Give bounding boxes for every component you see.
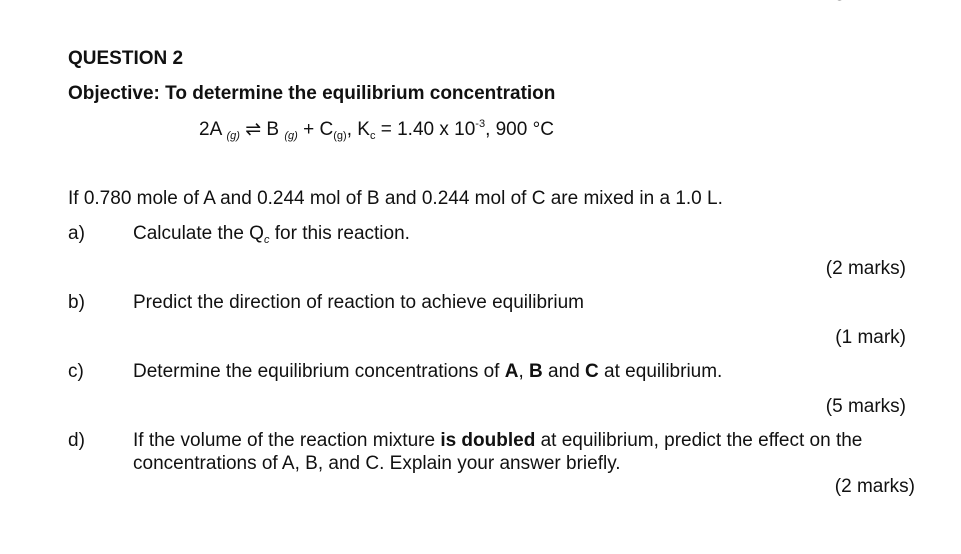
part-a-pre: Calculate the Q [133, 223, 264, 244]
eq-arrow: ⇌ [245, 119, 262, 140]
part-a-label: a) [68, 223, 85, 244]
eq-phase-a: (g) [226, 130, 240, 142]
part-b-marks: (1 mark) [835, 327, 906, 348]
objective-line: Objective: To determine the equilibrium concentration [68, 83, 556, 104]
eq-species-b: B [266, 119, 280, 140]
part-d-label: d) [68, 430, 85, 451]
part-c-marks: (5 marks) [825, 396, 906, 417]
part-a-marks: (2 marks) [825, 258, 906, 279]
eq-species-a: 2A [199, 119, 222, 140]
part-b-label: b) [68, 292, 85, 313]
part-d-marks: (2 marks) [834, 476, 915, 497]
part-a-text [133, 223, 410, 246]
part-c-sep2: and [542, 361, 586, 382]
part-a-post: for this reaction. [269, 223, 410, 244]
part-c-a: A [504, 361, 519, 382]
part-d-post: at equilibrium, predict the effect on the concentrations of A, B, and C. Explain your answer briefly. [133, 430, 863, 474]
part-c-b: B [529, 361, 543, 382]
part-c-pre: Determine the equilibrium concentrations of [133, 361, 505, 382]
cropped-text-fragment [832, 0, 922, 4]
part-c-label: c) [68, 361, 84, 382]
part-d-pre: If the volume of the reaction mixture [133, 430, 441, 451]
question-title: QUESTION 2 [68, 48, 184, 69]
eq-species-c: C [319, 119, 334, 140]
intro-statement: If 0.780 mole of A and 0.244 mol of B and 0.244 mol of C are mixed in a 1.0 L. [68, 188, 723, 209]
eq-k: K [357, 119, 370, 140]
part-d-text [133, 429, 918, 475]
part-c-text [133, 361, 722, 383]
eq-k-exp: -3 [475, 118, 486, 130]
eq-phase-b: (g) [284, 130, 298, 142]
eq-k-sub: c [369, 130, 376, 142]
part-a-sub: c [263, 234, 270, 246]
part-c-sep1: , [518, 361, 530, 382]
eq-k-value: = 1.40 x 10 [380, 119, 476, 140]
eq-plus: + [303, 119, 315, 140]
eq-phase-c: (g) [333, 130, 347, 142]
eq-temperature: , 900 °C [485, 119, 554, 140]
part-b-text: Predict the direction of reaction to achieve equilibrium [133, 292, 584, 313]
part-d-bold: is doubled [440, 430, 536, 451]
part-c-post: at equilibrium. [598, 361, 723, 382]
equation [199, 118, 554, 142]
eq-comma: , [346, 119, 352, 140]
part-c-c: C [585, 361, 599, 382]
